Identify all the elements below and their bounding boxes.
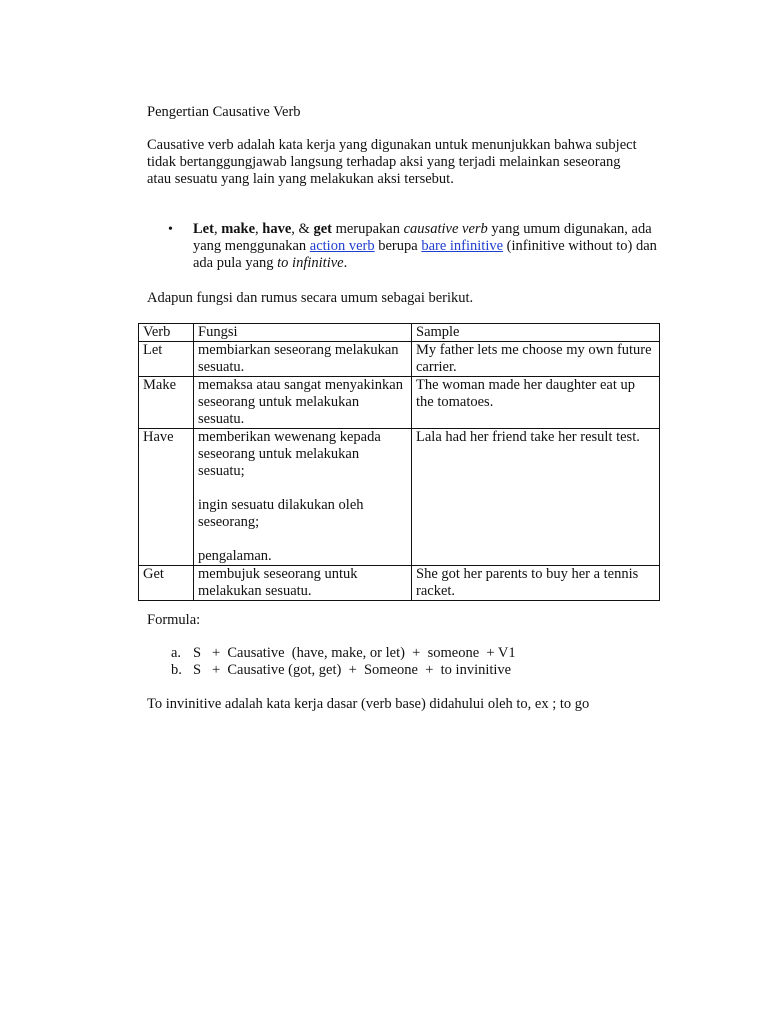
term-to-infinitive: to infinitive	[277, 255, 344, 271]
page-title: Pengertian Causative Verb	[147, 104, 301, 120]
cell-sample: The woman made her daughter eat up the tomatoes.	[412, 377, 660, 429]
term-make: make	[221, 221, 256, 237]
cell-verb: Let	[139, 342, 194, 377]
cell-sample: Lala had her friend take her result test.	[412, 429, 660, 566]
header-sample: Sample	[412, 324, 660, 342]
cell-fungsi: memaksa atau sangat menyakinkan seseorang untuk melakukan sesuatu.	[194, 377, 412, 429]
bullet-text-part: , &	[291, 221, 314, 237]
fungsi-line: pengalaman.	[198, 548, 272, 564]
table-row	[139, 429, 660, 566]
closing-paragraph: To invinitive adalah kata kerja dasar (verb base) didahului oleh to, ex ; to go	[147, 696, 590, 712]
formula-label: Formula:	[147, 612, 201, 628]
formula-text: S + Causative (got, get) + Someone + to invinitive	[193, 662, 512, 678]
term-get: get	[313, 221, 332, 237]
cell-fungsi: membiarkan seseorang melakukan sesuatu.	[194, 342, 412, 377]
bullet-text-part: .	[343, 255, 348, 271]
formula-item-b	[171, 662, 511, 679]
cell-fungsi: membujuk seseorang untuk melakukan sesuatu.	[194, 566, 412, 601]
cell-sample: My father lets me choose my own future carrier.	[412, 342, 660, 377]
bullet-text-part: merupakan	[331, 221, 404, 237]
bullet-text-part: berupa	[374, 238, 422, 254]
formula-letter: b.	[171, 662, 182, 678]
cell-verb: Make	[139, 377, 194, 429]
header-verb: Verb	[139, 324, 194, 342]
formula-text: S + Causative (have, make, or let) + someone + V1	[193, 645, 516, 661]
table-row	[139, 566, 660, 601]
intro-paragraph: Causative verb adalah kata kerja yang digunakan untuk menunjukkan bahwa subject tidak bertanggungjawab langsung terhadap aksi yang terjadi melainkan seseorang atau sesuatu yang lain yang melakukan aksi tersebut.	[147, 137, 637, 187]
term-have: have	[262, 221, 292, 237]
cell-verb: Have	[139, 429, 194, 566]
bullet-text-part: ,	[255, 221, 263, 237]
bullet-text-part: (infinitive without to) dan ada pula yang	[193, 238, 657, 271]
bullet-text-part: yang umum digunakan, ada yang menggunakan	[193, 221, 652, 254]
formula-item-a	[171, 645, 516, 662]
causative-table	[138, 323, 660, 601]
bare-infinitive-link[interactable]: bare infinitive	[421, 238, 504, 254]
table-row	[139, 377, 660, 429]
fungsi-intro: Adapun fungsi dan rumus secara umum sebagai berikut.	[147, 290, 474, 306]
cell-fungsi	[194, 429, 412, 566]
cell-verb: Get	[139, 566, 194, 601]
bullet-paragraph	[193, 221, 668, 272]
formula-letter: a.	[171, 645, 182, 661]
header-fungsi: Fungsi	[194, 324, 412, 342]
term-causative-verb: causative verb	[403, 221, 488, 237]
fungsi-line: ingin sesuatu dilakukan oleh seseorang;	[198, 497, 364, 530]
term-let: Let	[193, 221, 214, 237]
cell-sample: She got her parents to buy her a tennis racket.	[412, 566, 660, 601]
bullet-point-icon: •	[168, 222, 173, 237]
action-verb-link[interactable]: action verb	[309, 238, 375, 254]
table-row	[139, 342, 660, 377]
bullet-text-part: ,	[213, 221, 222, 237]
table-header-row	[139, 324, 660, 342]
fungsi-line: memberikan wewenang kepada seseorang untuk melakukan sesuatu;	[198, 429, 381, 479]
